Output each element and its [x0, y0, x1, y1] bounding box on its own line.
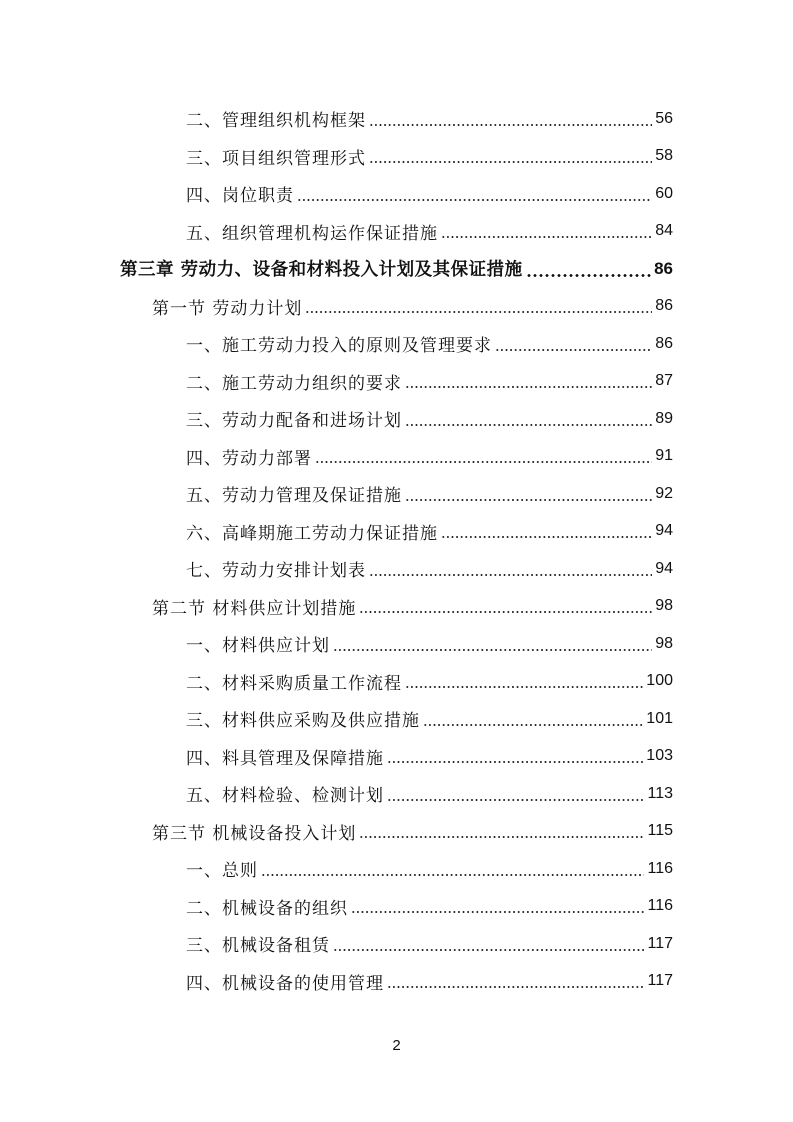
toc-entry-page: 60	[655, 184, 673, 202]
toc-entry-page: 117	[647, 972, 673, 990]
toc-entry-page: 94	[655, 559, 673, 577]
toc-entry-title: 五、劳动力管理及保证措施	[186, 486, 402, 507]
toc-entry-page: 86	[654, 258, 673, 278]
toc-entry-item[interactable]	[0, 138, 793, 176]
toc-entry-page: 86	[655, 297, 673, 315]
toc-entry-item[interactable]	[0, 663, 793, 701]
toc-entry-item[interactable]	[0, 738, 793, 776]
toc-entry-title: 一、施工劳动力投入的原则及管理要求	[186, 336, 492, 357]
toc-dot-leader	[369, 574, 652, 576]
toc-entry-title: 第三节 机械设备投入计划	[152, 823, 357, 844]
toc-dot-leader	[333, 949, 644, 951]
toc-entry-item[interactable]	[0, 325, 793, 363]
toc-entry-page: 87	[655, 372, 673, 390]
toc-entry-section[interactable]	[0, 588, 793, 626]
toc-entry-item[interactable]	[0, 363, 793, 401]
toc-dot-leader	[441, 536, 652, 538]
page-number: 2	[392, 1037, 401, 1054]
toc-entry-title: 第三章 劳动力、设备和材料投入计划及其保证措施	[120, 260, 523, 281]
toc-entry-page: 86	[655, 334, 673, 352]
toc-dot-leader	[369, 124, 652, 126]
toc-entry-section[interactable]	[0, 288, 793, 326]
toc-entry-item[interactable]	[0, 175, 793, 213]
toc-entry-title: 第二节 材料供应计划措施	[152, 598, 357, 619]
toc-dot-leader	[423, 724, 643, 726]
toc-entry-title: 四、料具管理及保障措施	[186, 748, 384, 769]
toc-entry-title: 三、项目组织管理形式	[186, 148, 366, 169]
toc-dot-leader	[441, 236, 652, 238]
toc-dot-leader	[405, 424, 652, 426]
toc-entry-title: 一、总则	[186, 861, 258, 882]
toc-dot-leader	[315, 461, 652, 463]
table-of-contents	[0, 100, 793, 1000]
toc-entry-page: 84	[655, 222, 673, 240]
toc-entry-title: 四、劳动力部署	[186, 448, 312, 469]
toc-dot-leader	[387, 986, 644, 988]
toc-entry-item[interactable]	[0, 475, 793, 513]
toc-entry-title: 二、材料采购质量工作流程	[186, 673, 402, 694]
toc-dot-leader	[351, 911, 644, 913]
toc-entry-page: 100	[646, 672, 673, 690]
toc-entry-title: 四、机械设备的使用管理	[186, 973, 384, 994]
toc-entry-item[interactable]	[0, 888, 793, 926]
toc-entry-item[interactable]	[0, 438, 793, 476]
toc-dot-leader	[387, 799, 644, 801]
toc-entry-page: 98	[655, 597, 673, 615]
toc-entry-page: 94	[655, 522, 673, 540]
toc-dot-leader	[387, 761, 643, 763]
toc-entry-page: 58	[655, 147, 673, 165]
toc-entry-page: 113	[647, 784, 673, 802]
toc-entry-page: 91	[655, 447, 673, 465]
toc-entry-title: 第一节 劳动力计划	[152, 298, 303, 319]
toc-entry-title: 一、材料供应计划	[186, 636, 330, 657]
toc-entry-item[interactable]	[0, 775, 793, 813]
toc-entry-item[interactable]	[0, 100, 793, 138]
toc-entry-page: 117	[647, 934, 673, 952]
toc-dot-leader	[369, 161, 652, 163]
toc-entry-title: 二、管理组织机构框架	[186, 111, 366, 132]
toc-dot-leader	[495, 349, 652, 351]
toc-entry-section[interactable]	[0, 813, 793, 851]
toc-dot-leader	[359, 611, 652, 613]
toc-entry-page: 56	[655, 109, 673, 127]
toc-entry-chapter[interactable]	[0, 250, 793, 288]
toc-dot-leader	[526, 274, 651, 277]
toc-dot-leader	[405, 686, 643, 688]
toc-entry-item[interactable]	[0, 625, 793, 663]
toc-dot-leader	[333, 649, 652, 651]
toc-dot-leader	[261, 874, 644, 876]
toc-entry-item[interactable]	[0, 513, 793, 551]
toc-entry-item[interactable]	[0, 850, 793, 888]
toc-entry-title: 三、机械设备租赁	[186, 936, 330, 957]
toc-entry-title: 七、劳动力安排计划表	[186, 561, 366, 582]
toc-entry-page: 92	[655, 484, 673, 502]
toc-entry-item[interactable]	[0, 963, 793, 1001]
toc-entry-title: 六、高峰期施工劳动力保证措施	[186, 523, 438, 544]
toc-entry-title: 五、材料检验、检测计划	[186, 786, 384, 807]
toc-entry-item[interactable]	[0, 550, 793, 588]
toc-entry-page: 98	[655, 634, 673, 652]
toc-dot-leader	[305, 311, 652, 313]
toc-entry-title: 二、机械设备的组织	[186, 898, 348, 919]
toc-entry-title: 五、组织管理机构运作保证措施	[186, 223, 438, 244]
toc-entry-title: 三、劳动力配备和进场计划	[186, 411, 402, 432]
toc-entry-page: 89	[655, 409, 673, 427]
toc-dot-leader	[297, 199, 652, 201]
toc-entry-item[interactable]	[0, 700, 793, 738]
toc-entry-page: 116	[647, 859, 673, 877]
toc-entry-page: 116	[647, 897, 673, 915]
toc-entry-page: 101	[646, 709, 673, 727]
toc-dot-leader	[405, 499, 652, 501]
toc-entry-item[interactable]	[0, 400, 793, 438]
toc-entry-title: 四、岗位职责	[186, 186, 294, 207]
toc-entry-title: 二、施工劳动力组织的要求	[186, 373, 402, 394]
toc-entry-title: 三、材料供应采购及供应措施	[186, 711, 420, 732]
toc-entry-page: 103	[646, 747, 673, 765]
toc-entry-item[interactable]	[0, 925, 793, 963]
toc-dot-leader	[359, 836, 644, 838]
toc-dot-leader	[405, 386, 652, 388]
toc-entry-item[interactable]	[0, 213, 793, 251]
toc-entry-page: 115	[647, 822, 673, 840]
